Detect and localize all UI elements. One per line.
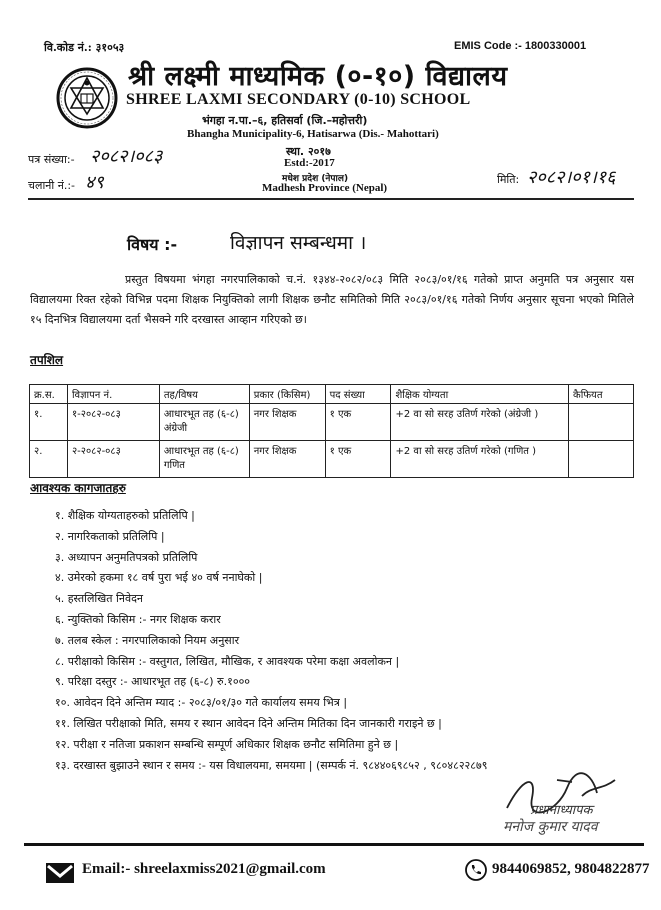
col-header: प्रकार (किसिम) — [249, 385, 325, 404]
table-header-row — [30, 385, 634, 404]
table-cell: २-२०८२-०८३ — [67, 441, 159, 478]
dispatch-number-value: ४९ — [85, 172, 104, 193]
table-cell: नगर शिक्षक — [249, 441, 325, 478]
established-nepali: स्था. २०१७ — [286, 145, 331, 158]
list-item: ८. परीक्षाको किसिम :- वस्तुगत, लिखित, मौखिक, र आवश्यक परेमा कक्षा अवलोकन | — [55, 654, 400, 668]
letter-number-label: पत्र संख्या:- — [28, 153, 75, 166]
col-header: शैक्षिक योग्यता — [391, 385, 569, 404]
school-title-nepali: श्री लक्ष्मी माध्यमिक (०-१०) विद्यालय — [128, 61, 508, 92]
col-header: तह/विषय — [159, 385, 249, 404]
list-item: १२. परीक्षा र नतिजा प्रकाशन सम्बन्धि सम्पूर्ण अधिकार शिक्षक छनौट समितिमा हुने छ | — [55, 737, 399, 751]
documents-heading: आवश्यक कागजातहरु — [30, 481, 126, 495]
table-cell: २. — [30, 441, 68, 478]
mail-icon — [45, 862, 75, 884]
list-item: १. शैक्षिक योग्यताहरुको प्रतिलिपि | — [55, 509, 195, 522]
table-row — [30, 441, 634, 478]
table-cell: आधारभूत तह (६-८) अंग्रेजी — [159, 404, 249, 441]
list-item: २. नागरिकताको प्रतिलिपि | — [55, 529, 165, 543]
list-item: ३. अध्यापन अनुमतिपत्रको प्रतिलिपि — [55, 550, 198, 564]
signatory-title: प्रधानाध्यापक — [530, 803, 593, 818]
date-label: मिति: — [497, 173, 520, 186]
address-nepali: भंगहा न.पा.–६, हतिसर्वा (जि.–महोत्तरी) — [202, 114, 368, 127]
col-header: विज्ञापन नं. — [67, 385, 159, 404]
list-item: ४. उमेरको हकमा १८ वर्ष पुरा भई ४० वर्ष ननाघेको | — [55, 571, 263, 585]
subject-text: विज्ञापन सम्बन्धमा । — [230, 232, 367, 254]
emis-code: EMIS Code :- 1800330001 — [454, 40, 587, 52]
school-code-value: ३१०५३ — [95, 41, 125, 54]
details-heading: तपशिल — [30, 353, 64, 367]
established-english: Estd:-2017 — [284, 157, 335, 169]
table-cell — [569, 404, 634, 441]
date-value: २०८२।०१।१६ — [527, 167, 616, 188]
table-cell: +2 वा सो सरह उतिर्ण गरेको (अंग्रेजी ) — [391, 404, 569, 441]
vacancy-table — [29, 384, 634, 478]
col-header: क्र.स. — [30, 385, 68, 404]
address-english: Bhangha Municipality-6, Hatisarwa (Dis.- Mahottari) — [187, 128, 439, 140]
signatory-name: मनोज कुमार यादव — [503, 819, 598, 835]
footer-phones: 9844069852, 9804822877 — [492, 861, 650, 877]
list-item: ७. तलब स्केल : नगरपालिकाको नियम अनुसार — [55, 633, 240, 647]
footer-email: Email:- shreelaxmiss2021@gmail.com — [82, 861, 326, 877]
subject-label: विषय :- — [127, 235, 178, 254]
footer-divider — [24, 843, 644, 846]
phone-icon — [465, 859, 487, 881]
school-code-label: वि.कोड नं.: — [44, 41, 92, 54]
table-row — [30, 404, 634, 441]
table-cell: नगर शिक्षक — [249, 404, 325, 441]
table-cell: १ एक — [325, 404, 391, 441]
province-nepali: मधेश प्रदेश (नेपाल) — [282, 174, 349, 184]
col-header: कैफियत — [569, 385, 634, 404]
notice-body: प्रस्तुत विषयमा भंगहा नगरपालिकाको च.नं. १३४४-२०८२/०८३ मिति २०८३/०१/१६ गतेको प्राप्त अनुमति पत्र अनुसार यस विद्यालयमा रिक्त रहेको विभिन्न पदमा शिक्षक नियुक्तिको लागी शिक्षक छनौट समितिको मिति २०८३/०१/१६ गतेको निर्णय अनुसार सूचना भएको मितिले १५ दिनभित्र विद्यालयमा दर्ता भैसक्ने गरि दरखास्त आव्हान गरिएको छ। — [30, 273, 634, 326]
list-item: ९. परिक्षा दस्तुर :- आधारभूत तह (६-८) रु.१००० — [55, 675, 251, 689]
col-header: पद संख्या — [325, 385, 391, 404]
list-item: १३. दरखास्त बुझाउने स्थान र समय :- यस विधालयमा, समयमा | (सम्पर्क नं. ९८४४०६९८५२ , ९८०४८२२८७९ — [55, 758, 488, 772]
table-cell — [569, 441, 634, 478]
school-code — [44, 40, 124, 55]
dispatch-number-label: चलानी नं.:- — [28, 179, 76, 192]
header-divider — [28, 198, 634, 200]
table-cell: १-२०८२-०८३ — [67, 404, 159, 441]
table-cell: १ एक — [325, 441, 391, 478]
list-item: ११. लिखित परीक्षाको मिति, समय र स्थान आवेदन दिने अन्तिम मितिका दिन जानकारी गराइने छ | — [55, 716, 442, 730]
letter-number-value: २०८२।०८३ — [90, 146, 163, 167]
school-title-english: SHREE LAXMI SECONDARY (0-10) SCHOOL — [126, 91, 471, 108]
school-logo-icon — [56, 60, 118, 136]
list-item: ६. न्युक्तिको किसिम :- नगर शिक्षक करार — [55, 612, 221, 626]
province-english: Madhesh Province (Nepal) — [262, 182, 388, 194]
table-cell: +2 वा सो सरह उतिर्ण गरेको (गणित ) — [391, 441, 569, 478]
list-item: १०. आवेदन दिने अन्तिम म्याद :- २०८३/०१/३० गते कार्यालय समय भित्र | — [55, 696, 348, 710]
documents-list — [55, 508, 487, 778]
list-item: ५. हस्तलिखित निवेदन — [55, 592, 144, 606]
table-cell: आधारभूत तह (६-८) गणित — [159, 441, 249, 478]
table-cell: १. — [30, 404, 68, 441]
